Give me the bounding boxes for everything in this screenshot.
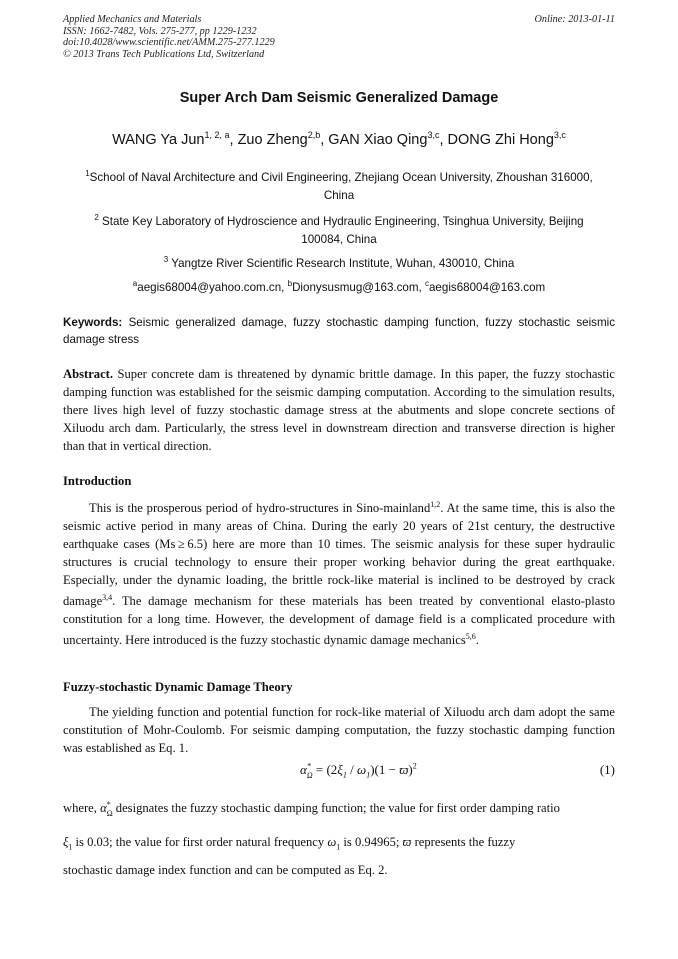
citation-ref: 1,2 xyxy=(430,500,441,509)
keywords-label: Keywords: xyxy=(63,316,123,329)
issn-line: ISSN: 1662-7482, Vols. 275-277, pp 1229-1232 xyxy=(63,25,257,37)
where-line-2: $\xi_1$ is 0.03; the value for first order natural frequency $\omega_1$ is 0.94965; ϖ represents the fuzzy xyxy=(63,835,516,852)
abstract-label: Abstract. xyxy=(63,367,114,381)
abstract-text: Super concrete dam is threatened by dynamic brittle damage. In this paper, the fuzzy stochastic damping function was established for the seismic damping computation. According to the simulation results, there lives high level of fuzzy stochastic damage stress at the abutments and slope concrete sections of Xiluodu arch dam. Particularly, the stress level in downstream direction and transverse direction is higher than that in vertical direction. xyxy=(63,367,615,453)
author-sup: 2,b xyxy=(307,130,321,140)
author-name: GAN Xiao Qing xyxy=(328,131,428,148)
author-sup: 1, 2, a xyxy=(204,130,230,140)
author-list: WANG Ya Jun$^{1, 2, a}$, Zuo Zheng$^{2,b}$, GAN Xiao Qing$^{3,c}$, DONG Zhi Hong$^{3,c}$ xyxy=(112,130,566,148)
journal-name: Applied Mechanics and Materials xyxy=(63,14,202,25)
doi-line[interactable]: doi:10.4028/www.scientific.net/AMM.275-277.1229 xyxy=(63,37,275,48)
theory-paragraph: The yielding function and potential function for rock-like material of Xiluodu arch dam adopt the same constitution of Mohr-Coulomb. For seismic damping computation, the fuzzy stochastic damping function was established as Eq. 1. xyxy=(63,705,615,755)
online-date: Online: 2013-01-11 xyxy=(534,14,615,25)
author-sup: 3,c xyxy=(553,130,566,140)
email-b[interactable]: Dionysusmug@163.com, xyxy=(292,280,425,294)
citation-ref: 5,6 xyxy=(465,632,476,642)
copyright-line: © 2013 Trans Tech Publications Ltd, Switzerland xyxy=(63,48,265,60)
paper-title: Super Arch Dam Seismic Generalized Damage xyxy=(179,90,499,106)
affiliation-1: $^1$School of Naval Architecture and Civil Engineering, Zhejiang Ocean University, Zhoushan 316000, China xyxy=(85,169,593,202)
equation-number: (1) xyxy=(599,762,615,777)
journal-header xyxy=(63,14,615,60)
where-line-3: stochastic damage index function and can be computed as Eq. 2. xyxy=(63,863,388,877)
author-name: WANG Ya Jun xyxy=(112,131,205,148)
affiliation-3: $^3$ Yangtze River Scientific Research Institute, Wuhan, 430010, China xyxy=(163,255,515,270)
keywords xyxy=(63,314,615,348)
email-line: $^a$aegis68004@yahoo.com.cn, $^b$Dionysusmug@163.com, $^c$aegis68004@163.com xyxy=(132,279,546,294)
introduction-heading: Introduction xyxy=(63,474,132,488)
author-sup: 3,c xyxy=(427,130,440,140)
introduction-paragraph: This is the prosperous period of hydro-structures in Sino-mainland$^{1,2}$. At the same time, this is also the seismic active period in many areas of China. During the early 20 years of 21st century, the destructive earthquake cases (Ms ≥ 6.5) here are more than 10 times. The seismic analysis for these super hydraulic structures is crucial technology to ensure their proper working behavior during the great earthquake. Especially, under the dynamic loading, the brittle rock-like material is inclined to be destroyed by crack damage$^{3,4}$. The damage mechanism for these materials has been treated by conventional elasto-plasto constitution for a long time. However, the development of damage field is a complicated procedure with uncertainty. Here introduced is the fuzzy stochastic dynamic damage mechanics$^{5,6}$. xyxy=(63,500,616,648)
author-name: DONG Zhi Hong xyxy=(447,131,554,148)
email-a[interactable]: aegis68004@yahoo.com.cn, xyxy=(137,280,288,294)
email-c[interactable]: aegis68004@163.com xyxy=(428,280,546,294)
equation-expression: $\alpha^*_\Omega = (2\xi_1 / \omega_1)(1 - ϖ)^2$ xyxy=(300,762,417,780)
author-name: Zuo Zheng xyxy=(237,131,308,148)
keywords-text: Seismic generalized damage, fuzzy stochastic damping function, fuzzy stochastic seismic damage stress xyxy=(63,316,615,346)
where-line-1: where, $\alpha^*_\Omega$ designates the fuzzy stochastic damping function; the value for first order damping ratio xyxy=(63,800,560,818)
citation-ref: 3,4 xyxy=(102,593,113,603)
theory-heading: Fuzzy-stochastic Dynamic Damage Theory xyxy=(63,680,293,694)
affiliation-2: $^2$ State Key Laboratory of Hydroscience and Hydraulic Engineering, Tsinghua University, Beijing 100084, China xyxy=(94,213,584,246)
abstract xyxy=(63,365,615,455)
equation-1 xyxy=(300,762,615,780)
